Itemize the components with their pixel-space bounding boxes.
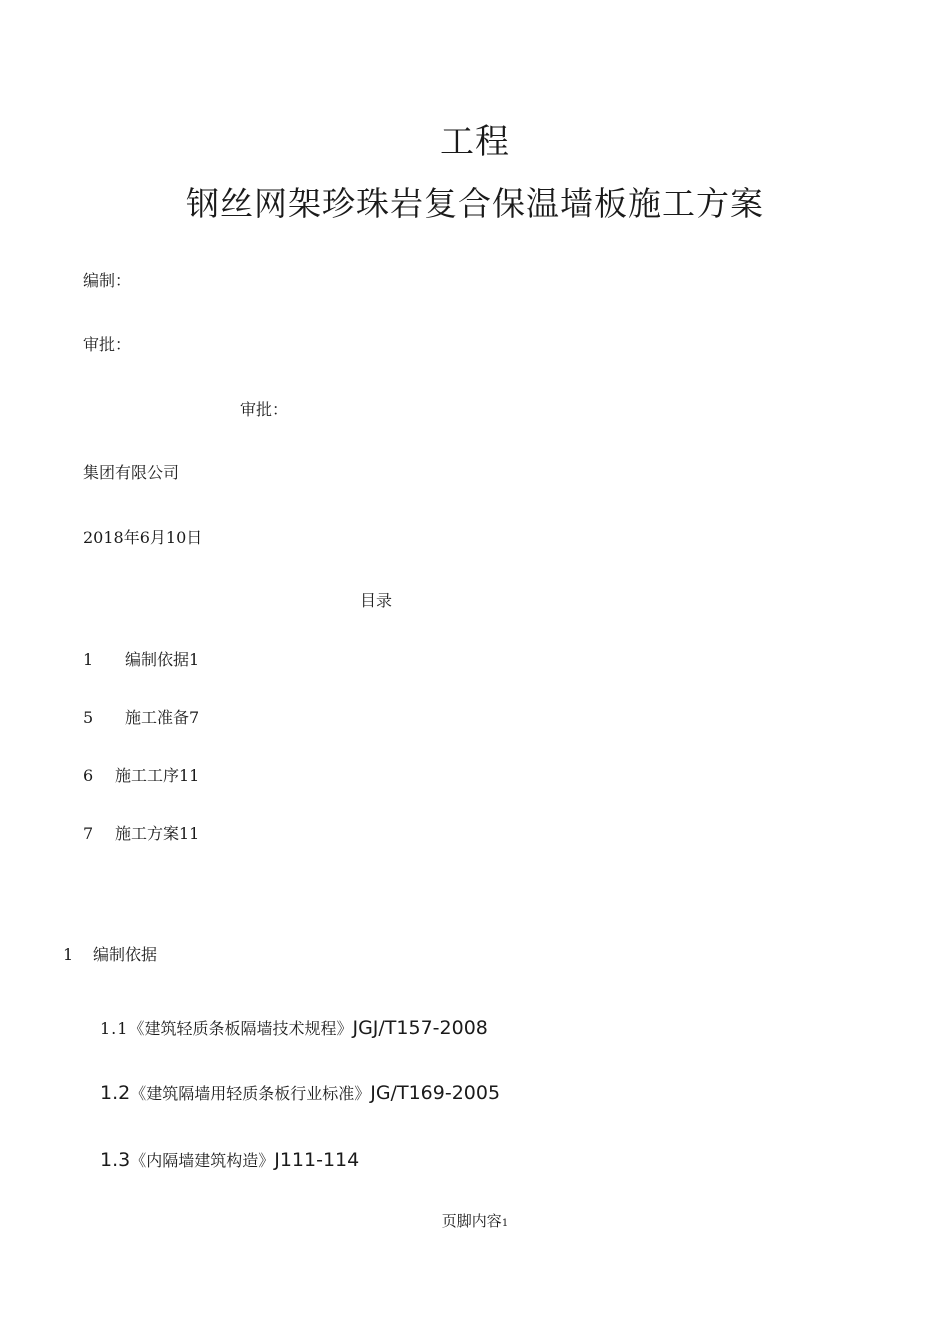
- reference-code: JGJ/T157-2008: [352, 1017, 488, 1039]
- reference-number: 1.3: [100, 1149, 131, 1171]
- reference-item: [100, 1081, 500, 1104]
- document-date: 2018年6月10日: [83, 528, 203, 547]
- reviewed-by-label: 审批：: [83, 335, 132, 354]
- reference-code: J111-114: [274, 1149, 360, 1171]
- reference-number: 1.2: [100, 1082, 131, 1104]
- toc-item-label: 编制依据1: [125, 650, 200, 669]
- document-title-line1: 工程: [440, 122, 510, 162]
- toc-item-label: 施工方案11: [115, 824, 200, 843]
- reference-name: 《内隔墙建筑构造》: [130, 1151, 275, 1170]
- toc-item[interactable]: [83, 821, 199, 844]
- compiled-by-label: 编制：: [83, 271, 132, 290]
- toc-item[interactable]: [83, 647, 199, 670]
- section-title: 编制依据: [93, 945, 158, 964]
- page-footer: [0, 1210, 950, 1231]
- toc-heading: 目录: [360, 591, 393, 610]
- reference-item: [100, 1016, 488, 1039]
- section-heading: [63, 942, 157, 965]
- toc-item-number: 1: [83, 650, 94, 669]
- document-title-line2: 钢丝网架珍珠岩复合保温墙板施工方案: [186, 184, 764, 223]
- toc-item-number: 7: [83, 824, 94, 843]
- company-name: 集团有限公司: [83, 463, 180, 482]
- toc-item-number: 5: [83, 708, 94, 727]
- footer-text: 页脚内容: [441, 1212, 502, 1230]
- approved-by-label: 审批：: [240, 400, 289, 419]
- toc-item[interactable]: [83, 763, 199, 786]
- toc-item[interactable]: [83, 705, 199, 728]
- reference-name: 《建筑隔墙用轻质条板行业标准》: [130, 1084, 371, 1103]
- reference-number: 1.1: [100, 1019, 129, 1038]
- reference-name: 《建筑轻质条板隔墙技术规程》: [128, 1019, 353, 1038]
- toc-item-label: 施工工序11: [115, 766, 200, 785]
- toc-item-label: 施工准备7: [125, 708, 200, 727]
- footer-page-number: 1: [501, 1218, 509, 1229]
- toc-item-number: 6: [83, 766, 94, 785]
- reference-code: JG/T169-2005: [370, 1082, 501, 1104]
- section-number: 1: [63, 945, 74, 964]
- reference-item: [100, 1148, 359, 1171]
